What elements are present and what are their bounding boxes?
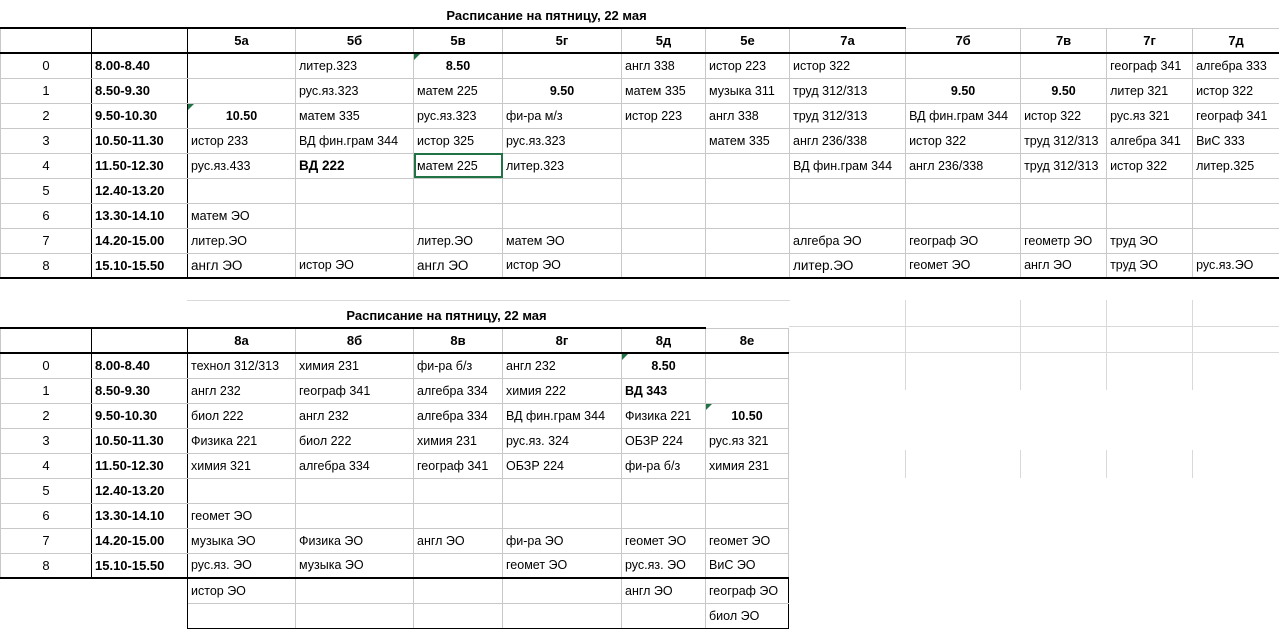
lesson-cell[interactable]: рус.яз. 324 xyxy=(503,428,622,453)
lesson-cell[interactable]: ОБЗР 224 xyxy=(622,428,706,453)
class-header[interactable]: 8а xyxy=(188,328,296,353)
lesson-cell[interactable] xyxy=(706,503,789,528)
lesson-time[interactable]: 13.30-14.10 xyxy=(92,503,188,528)
lesson-cell[interactable]: алгебра 334 xyxy=(296,453,414,478)
cell[interactable] xyxy=(1107,3,1193,28)
lesson-cell[interactable]: химия 231 xyxy=(414,428,503,453)
table-row xyxy=(1,553,789,578)
lesson-number[interactable]: 7 xyxy=(1,528,92,553)
table-row xyxy=(1,178,1279,203)
table-row xyxy=(1,353,789,378)
lesson-cell[interactable] xyxy=(414,553,503,578)
lesson-number[interactable]: 1 xyxy=(1,78,92,103)
lesson-cell[interactable]: 9.50 xyxy=(1021,78,1107,103)
lesson-cell[interactable] xyxy=(296,203,414,228)
lesson-cell[interactable]: истор 322 xyxy=(1107,153,1193,178)
header-row xyxy=(1,28,1279,53)
lesson-cell[interactable]: матем 335 xyxy=(622,78,706,103)
lesson-cell[interactable]: Физика 221 xyxy=(188,428,296,453)
lesson-cell[interactable]: геомет ЭО xyxy=(906,253,1021,278)
cell[interactable] xyxy=(1,578,92,603)
lesson-cell[interactable]: англ 232 xyxy=(188,378,296,403)
lesson-cell[interactable] xyxy=(622,178,706,203)
table-row xyxy=(1,453,789,478)
lesson-cell[interactable]: химия 231 xyxy=(296,353,414,378)
lesson-cell[interactable]: англ ЭО xyxy=(1021,253,1107,278)
lesson-cell[interactable]: географ 341 xyxy=(296,378,414,403)
lesson-cell[interactable] xyxy=(188,53,296,78)
lesson-time[interactable]: 10.50-11.30 xyxy=(92,128,188,153)
cell[interactable] xyxy=(92,328,188,353)
lesson-cell[interactable]: музыка ЭО xyxy=(188,528,296,553)
lesson-cell[interactable] xyxy=(188,78,296,103)
schedule-table-5-7 xyxy=(0,3,1279,279)
lesson-cell[interactable]: музыка ЭО xyxy=(296,553,414,578)
lesson-cell[interactable]: ВиС 333 xyxy=(1193,128,1279,153)
lesson-cell[interactable]: литер.323 xyxy=(503,153,622,178)
gridline xyxy=(905,300,906,390)
lesson-cell[interactable]: истор ЭО xyxy=(188,578,296,603)
lesson-number[interactable]: 5 xyxy=(1,478,92,503)
lesson-cell[interactable]: географ 341 xyxy=(414,453,503,478)
gridline xyxy=(1106,300,1107,390)
lesson-time[interactable]: 13.30-14.10 xyxy=(92,203,188,228)
schedule-table-8 xyxy=(0,303,789,629)
lesson-cell[interactable]: матем 225 xyxy=(414,153,503,178)
table-row xyxy=(1,78,1279,103)
lesson-cell[interactable]: рус.яз.323 xyxy=(296,78,414,103)
lesson-cell[interactable] xyxy=(706,178,790,203)
lesson-cell[interactable]: матем 225 xyxy=(414,78,503,103)
lesson-cell[interactable] xyxy=(706,228,790,253)
lesson-cell[interactable]: музыка 311 xyxy=(706,78,790,103)
lesson-cell[interactable]: Физика 221 xyxy=(622,403,706,428)
lesson-cell[interactable]: рус.яз.323 xyxy=(414,103,503,128)
lesson-cell[interactable]: истор 223 xyxy=(622,103,706,128)
header-row xyxy=(1,328,789,353)
lesson-cell[interactable]: истор 322 xyxy=(906,128,1021,153)
class-header[interactable]: 7б xyxy=(906,28,1021,53)
class-header[interactable]: 7в xyxy=(1021,28,1107,53)
lesson-number[interactable]: 8 xyxy=(1,553,92,578)
lesson-cell[interactable]: англ 338 xyxy=(622,53,706,78)
lesson-cell[interactable] xyxy=(296,478,414,503)
lesson-cell[interactable]: англ ЭО xyxy=(414,253,503,278)
lesson-time[interactable]: 8.00-8.40 xyxy=(92,53,188,78)
lesson-cell[interactable] xyxy=(622,153,706,178)
class-header[interactable]: 5в xyxy=(414,28,503,53)
lesson-cell[interactable]: ВД 343 xyxy=(622,378,706,403)
lesson-cell[interactable] xyxy=(296,578,414,603)
lesson-cell[interactable] xyxy=(414,203,503,228)
lesson-cell[interactable]: истор 322 xyxy=(1193,78,1279,103)
lesson-number[interactable]: 6 xyxy=(1,503,92,528)
lesson-cell[interactable] xyxy=(706,153,790,178)
lesson-cell[interactable] xyxy=(414,603,503,628)
lesson-cell[interactable]: фи-ра м/з xyxy=(503,103,622,128)
lesson-cell[interactable] xyxy=(1107,203,1193,228)
lesson-cell[interactable]: рус.яз. ЭО xyxy=(622,553,706,578)
lesson-cell[interactable] xyxy=(296,178,414,203)
lesson-cell[interactable] xyxy=(906,53,1021,78)
lesson-cell[interactable] xyxy=(503,478,622,503)
lesson-cell[interactable]: ВиС ЭО xyxy=(706,553,789,578)
class-header[interactable]: 7г xyxy=(1107,28,1193,53)
lesson-time[interactable]: 11.50-12.30 xyxy=(92,153,188,178)
lesson-cell[interactable] xyxy=(622,603,706,628)
table-row xyxy=(1,253,1279,278)
lesson-cell[interactable] xyxy=(503,603,622,628)
lesson-cell[interactable]: геомет ЭО xyxy=(503,553,622,578)
table-row xyxy=(1,128,1279,153)
title-row xyxy=(1,303,789,328)
lesson-number[interactable]: 2 xyxy=(1,103,92,128)
lesson-cell[interactable]: литер.323 xyxy=(296,53,414,78)
table-row xyxy=(1,228,1279,253)
lesson-cell[interactable]: труд 312/313 xyxy=(1021,153,1107,178)
lesson-cell[interactable]: ВД фин.грам 344 xyxy=(296,128,414,153)
table-row xyxy=(1,478,789,503)
gridline xyxy=(187,300,790,301)
table-row xyxy=(1,53,1279,78)
gridline xyxy=(789,352,1279,353)
lesson-cell[interactable]: истор ЭО xyxy=(296,253,414,278)
class-header[interactable]: 8г xyxy=(503,328,622,353)
lesson-cell[interactable]: истор 322 xyxy=(790,53,906,78)
lesson-number[interactable]: 4 xyxy=(1,153,92,178)
lesson-cell[interactable] xyxy=(622,203,706,228)
lesson-cell[interactable] xyxy=(790,203,906,228)
title-row xyxy=(1,3,1279,28)
lesson-cell[interactable]: литер 321 xyxy=(1107,78,1193,103)
lesson-cell[interactable] xyxy=(296,603,414,628)
lesson-cell[interactable]: англ ЭО xyxy=(188,253,296,278)
lesson-cell[interactable]: рус.яз.433 xyxy=(188,153,296,178)
lesson-cell[interactable]: геометр ЭО xyxy=(1021,228,1107,253)
lesson-cell[interactable] xyxy=(1021,53,1107,78)
cell[interactable] xyxy=(1,603,92,628)
schedule-title[interactable]: Расписание на пятницу, 22 мая xyxy=(188,303,706,328)
lesson-cell[interactable]: матем 335 xyxy=(296,103,414,128)
lesson-cell[interactable]: матем ЭО xyxy=(503,228,622,253)
lesson-cell[interactable]: географ ЭО xyxy=(906,228,1021,253)
lesson-number[interactable]: 3 xyxy=(1,428,92,453)
table-row xyxy=(1,503,789,528)
lesson-cell[interactable]: истор 223 xyxy=(706,53,790,78)
lesson-number[interactable]: 0 xyxy=(1,53,92,78)
lesson-cell[interactable]: истор ЭО xyxy=(503,253,622,278)
lesson-cell[interactable] xyxy=(706,378,789,403)
lesson-cell[interactable] xyxy=(414,503,503,528)
lesson-cell[interactable]: ВД 222 xyxy=(296,153,414,178)
gridline xyxy=(1020,450,1021,478)
lesson-cell[interactable]: геомет ЭО xyxy=(622,528,706,553)
lesson-cell[interactable]: рус.яз.323 xyxy=(503,128,622,153)
lesson-number[interactable]: 5 xyxy=(1,178,92,203)
class-header[interactable]: 8д xyxy=(622,328,706,353)
lesson-cell[interactable]: труд 312/313 xyxy=(790,103,906,128)
lesson-cell[interactable]: труд ЭО xyxy=(1107,228,1193,253)
table-row xyxy=(1,203,1279,228)
lesson-cell[interactable]: алгебра ЭО xyxy=(790,228,906,253)
lesson-cell[interactable]: химия 222 xyxy=(503,378,622,403)
lesson-cell[interactable]: химия 231 xyxy=(706,453,789,478)
table-row xyxy=(1,428,789,453)
lesson-time[interactable]: 12.40-13.20 xyxy=(92,178,188,203)
lesson-cell[interactable]: геомет ЭО xyxy=(706,528,789,553)
lesson-cell[interactable]: 8.50 xyxy=(622,353,706,378)
lesson-cell[interactable] xyxy=(503,178,622,203)
lesson-cell[interactable] xyxy=(296,503,414,528)
table-row xyxy=(1,103,1279,128)
lesson-cell[interactable] xyxy=(296,228,414,253)
lesson-cell[interactable]: ВД фин.грам 344 xyxy=(503,403,622,428)
lesson-cell[interactable]: биол 222 xyxy=(296,428,414,453)
lesson-cell[interactable] xyxy=(414,478,503,503)
lesson-cell[interactable] xyxy=(503,578,622,603)
lesson-cell[interactable]: 10.50 xyxy=(188,103,296,128)
lesson-cell[interactable]: истор 322 xyxy=(1021,103,1107,128)
lesson-cell[interactable] xyxy=(1193,203,1279,228)
table-row xyxy=(1,603,789,628)
lesson-cell[interactable]: 8.50 xyxy=(414,53,503,78)
gridline xyxy=(905,450,906,478)
lesson-cell[interactable] xyxy=(790,178,906,203)
lesson-cell[interactable]: литер.325 xyxy=(1193,153,1279,178)
cell[interactable] xyxy=(92,578,188,603)
cell[interactable] xyxy=(92,303,188,328)
cell[interactable] xyxy=(92,3,188,28)
class-header[interactable]: 5д xyxy=(622,28,706,53)
lesson-time[interactable]: 9.50-10.30 xyxy=(92,403,188,428)
class-header[interactable]: 5е xyxy=(706,28,790,53)
gridline xyxy=(1020,300,1021,390)
lesson-cell[interactable] xyxy=(1193,178,1279,203)
lesson-cell[interactable] xyxy=(706,353,789,378)
lesson-cell[interactable]: англ 338 xyxy=(706,103,790,128)
lesson-cell[interactable]: истор 325 xyxy=(414,128,503,153)
lesson-time[interactable]: 8.50-9.30 xyxy=(92,78,188,103)
lesson-cell[interactable]: фи-ра ЭО xyxy=(503,528,622,553)
lesson-cell[interactable]: матем ЭО xyxy=(188,203,296,228)
lesson-cell[interactable]: литер.ЭО xyxy=(188,228,296,253)
table-row xyxy=(1,528,789,553)
lesson-cell[interactable]: ВД фин.грам 344 xyxy=(906,103,1021,128)
lesson-time[interactable]: 9.50-10.30 xyxy=(92,103,188,128)
class-header[interactable]: 8е xyxy=(706,328,789,353)
class-header[interactable]: 5г xyxy=(503,28,622,53)
table-row xyxy=(1,578,789,603)
cell[interactable] xyxy=(1021,3,1107,28)
lesson-cell[interactable] xyxy=(622,128,706,153)
lesson-cell[interactable]: рус.яз 321 xyxy=(1107,103,1193,128)
lesson-time[interactable]: 12.40-13.20 xyxy=(92,478,188,503)
lesson-number[interactable]: 6 xyxy=(1,203,92,228)
cell[interactable] xyxy=(92,603,188,628)
lesson-number[interactable]: 1 xyxy=(1,378,92,403)
lesson-cell[interactable]: рус.яз 321 xyxy=(706,428,789,453)
lesson-number[interactable]: 3 xyxy=(1,128,92,153)
lesson-time[interactable]: 8.50-9.30 xyxy=(92,378,188,403)
lesson-cell[interactable]: алгебра 341 xyxy=(1107,128,1193,153)
lesson-cell[interactable]: 9.50 xyxy=(906,78,1021,103)
lesson-cell[interactable]: 10.50 xyxy=(706,403,789,428)
lesson-cell[interactable]: фи-ра б/з xyxy=(622,453,706,478)
lesson-cell[interactable]: биол ЭО xyxy=(706,603,789,628)
lesson-cell[interactable] xyxy=(414,178,503,203)
lesson-cell[interactable]: геомет ЭО xyxy=(188,503,296,528)
lesson-cell[interactable]: ОБЗР 224 xyxy=(503,453,622,478)
gridline xyxy=(789,326,1279,327)
lesson-cell[interactable]: алгебра 333 xyxy=(1193,53,1279,78)
lesson-cell[interactable] xyxy=(706,203,790,228)
lesson-number[interactable]: 2 xyxy=(1,403,92,428)
lesson-cell[interactable]: матем 335 xyxy=(706,128,790,153)
lesson-cell[interactable]: англ ЭО xyxy=(622,578,706,603)
lesson-cell[interactable]: рус.яз. ЭО xyxy=(188,553,296,578)
lesson-cell[interactable]: англ 236/338 xyxy=(906,153,1021,178)
lesson-number[interactable]: 4 xyxy=(1,453,92,478)
lesson-cell[interactable]: Физика ЭО xyxy=(296,528,414,553)
lesson-cell[interactable] xyxy=(706,253,790,278)
gridline xyxy=(1106,450,1107,478)
lesson-cell[interactable]: труд 312/313 xyxy=(1021,128,1107,153)
gridline xyxy=(1192,300,1193,390)
lesson-number[interactable]: 8 xyxy=(1,253,92,278)
cell[interactable] xyxy=(1,28,92,53)
schedule-title[interactable]: Расписание на пятницу, 22 мая xyxy=(188,3,906,28)
class-header[interactable]: 8б xyxy=(296,328,414,353)
lesson-cell[interactable] xyxy=(188,603,296,628)
lesson-cell[interactable] xyxy=(503,503,622,528)
lesson-cell[interactable]: англ 232 xyxy=(296,403,414,428)
lesson-cell[interactable]: 9.50 xyxy=(503,78,622,103)
lesson-cell[interactable] xyxy=(1107,178,1193,203)
lesson-cell[interactable]: литер.ЭО xyxy=(790,253,906,278)
lesson-cell[interactable] xyxy=(1021,203,1107,228)
lesson-cell[interactable]: географ 341 xyxy=(1193,103,1279,128)
lesson-time[interactable]: 11.50-12.30 xyxy=(92,453,188,478)
lesson-cell[interactable]: труд 312/313 xyxy=(790,78,906,103)
lesson-cell[interactable] xyxy=(1193,228,1279,253)
table-body xyxy=(1,53,1279,278)
lesson-time[interactable]: 15.10-15.50 xyxy=(92,553,188,578)
cell[interactable] xyxy=(1,3,92,28)
lesson-time[interactable]: 14.20-15.00 xyxy=(92,228,188,253)
table-row xyxy=(1,403,789,428)
lesson-cell[interactable]: ВД фин.грам 344 xyxy=(790,153,906,178)
table-row xyxy=(1,378,789,403)
lesson-cell[interactable]: технол 312/313 xyxy=(188,353,296,378)
lesson-time[interactable]: 8.00-8.40 xyxy=(92,353,188,378)
lesson-cell[interactable] xyxy=(503,53,622,78)
class-header[interactable]: 7д xyxy=(1193,28,1279,53)
lesson-cell[interactable]: англ 236/338 xyxy=(790,128,906,153)
lesson-cell[interactable] xyxy=(622,228,706,253)
lesson-cell[interactable]: труд ЭО xyxy=(1107,253,1193,278)
cell[interactable] xyxy=(906,3,1021,28)
table-body xyxy=(1,353,789,628)
lesson-cell[interactable] xyxy=(622,478,706,503)
lesson-cell[interactable] xyxy=(414,578,503,603)
lesson-cell[interactable]: фи-ра б/з xyxy=(414,353,503,378)
gridline xyxy=(1192,450,1193,478)
class-header[interactable]: 5а xyxy=(188,28,296,53)
table-row xyxy=(1,153,1279,178)
lesson-time[interactable]: 10.50-11.30 xyxy=(92,428,188,453)
class-header[interactable]: 8в xyxy=(414,328,503,353)
lesson-time[interactable]: 14.20-15.00 xyxy=(92,528,188,553)
cell[interactable] xyxy=(1,328,92,353)
lesson-cell[interactable]: алгебра 334 xyxy=(414,378,503,403)
lesson-cell[interactable]: литер.ЭО xyxy=(414,228,503,253)
lesson-cell[interactable] xyxy=(906,203,1021,228)
lesson-cell[interactable]: англ ЭО xyxy=(414,528,503,553)
lesson-cell[interactable] xyxy=(706,478,789,503)
lesson-cell[interactable]: географ 341 xyxy=(1107,53,1193,78)
lesson-cell[interactable]: истор 233 xyxy=(188,128,296,153)
lesson-cell[interactable] xyxy=(622,253,706,278)
lesson-cell[interactable]: биол 222 xyxy=(188,403,296,428)
class-header[interactable]: 7а xyxy=(790,28,906,53)
class-header[interactable]: 5б xyxy=(296,28,414,53)
cell[interactable] xyxy=(1193,3,1279,28)
lesson-cell[interactable]: алгебра 334 xyxy=(414,403,503,428)
lesson-cell[interactable] xyxy=(188,178,296,203)
lesson-time[interactable]: 15.10-15.50 xyxy=(92,253,188,278)
lesson-cell[interactable] xyxy=(503,203,622,228)
lesson-cell[interactable] xyxy=(906,178,1021,203)
lesson-cell[interactable]: англ 232 xyxy=(503,353,622,378)
lesson-cell[interactable] xyxy=(188,478,296,503)
lesson-number[interactable]: 0 xyxy=(1,353,92,378)
cell[interactable] xyxy=(1,303,92,328)
cell[interactable] xyxy=(92,28,188,53)
lesson-cell[interactable]: химия 321 xyxy=(188,453,296,478)
lesson-cell[interactable]: географ ЭО xyxy=(706,578,789,603)
lesson-number[interactable]: 7 xyxy=(1,228,92,253)
lesson-cell[interactable]: рус.яз.ЭО xyxy=(1193,253,1279,278)
lesson-cell[interactable] xyxy=(1021,178,1107,203)
lesson-cell[interactable] xyxy=(622,503,706,528)
